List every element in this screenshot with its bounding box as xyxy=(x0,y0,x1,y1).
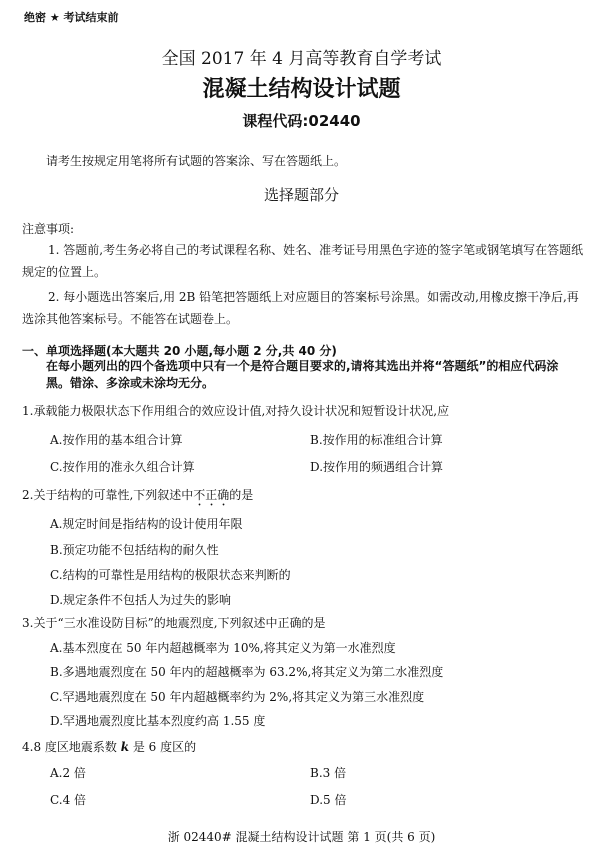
subject-title: 混凝土结构设计试题 xyxy=(202,77,401,102)
question-1-option-a: A.按作用的基本组合计算 xyxy=(50,433,183,447)
question-4-stem-post: 是 6 度区的 xyxy=(129,740,197,754)
question-4-stem xyxy=(22,738,196,755)
question-2-stem xyxy=(22,486,253,509)
notes-heading: 注意事项: xyxy=(22,222,75,236)
page-footer: 浙 02440# 混凝土结构设计试题 第 1 页(共 6 页) xyxy=(167,830,436,844)
question-4-variable: k xyxy=(120,740,130,754)
question-4-stem-pre: 4.8 度区地震系数 xyxy=(22,740,121,754)
question-3-option-d: D.罕遇地震烈度比基本烈度约高 1.55 度 xyxy=(50,714,266,728)
secret-label: 绝密 ★ 考试结束前 xyxy=(24,11,119,24)
answer-instruction: 请考生按规定用笔将所有试题的答案涂、写在答题纸上。 xyxy=(46,154,347,168)
question-3-option-c: C.罕遇地震烈度在 50 年内超越概率约为 2%,将其定义为第三水准烈度 xyxy=(50,690,425,704)
question-2-option-c: C.结构的可靠性是用结构的极限状态来判断的 xyxy=(50,568,291,582)
question-2-stem-pre: 2.关于结构的可靠性,下列叙述中 xyxy=(22,488,194,502)
exam-title: 全国 2017 年 4 月高等教育自学考试 xyxy=(161,49,442,69)
question-3-option-a: A.基本烈度在 50 年内超越概率为 10%,将其定义为第一水准烈度 xyxy=(50,641,396,655)
question-2-emphasis: 不正确 xyxy=(193,488,230,502)
question-2-option-b: B.预定功能不包括结构的耐久性 xyxy=(50,543,219,557)
part-heading: 一、单项选择题(本大题共 20 小题,每小题 2 分,共 40 分) xyxy=(22,344,337,358)
section-title: 选择题部分 xyxy=(263,186,339,204)
question-2-option-a: A.规定时间是指结构的设计使用年限 xyxy=(50,517,243,531)
question-1-option-b: B.按作用的标准组合计算 xyxy=(310,433,443,447)
question-4-option-c: C.4 倍 xyxy=(50,793,87,807)
question-4-option-d: D.5 倍 xyxy=(310,793,347,807)
course-code: 课程代码:02440 xyxy=(242,112,361,130)
question-4-option-b: B.3 倍 xyxy=(310,766,347,780)
question-2-stem-post: 的是 xyxy=(229,488,254,502)
question-2-option-d: D.规定条件不包括人为过失的影响 xyxy=(50,593,232,607)
question-3-stem: 3.关于“三水准设防目标”的地震烈度,下列叙述中正确的是 xyxy=(22,616,326,630)
note-item-1: 1. 答题前,考生务必将自己的考试课程名称、姓名、准考证号用黑色字迹的签字笔或钢笔填写在答题纸规定的位置上。 xyxy=(22,243,584,279)
note-item-2: 2. 每小题选出答案后,用 2B 铅笔把答题纸上对应题目的答案标号涂黑。如需改动,用橡皮擦干净后,再选涂其他答案标号。不能答在试题卷上。 xyxy=(22,290,579,326)
question-1-option-d: D.按作用的频遇组合计算 xyxy=(310,460,444,474)
question-3-option-b: B.多遇地震烈度在 50 年内的超越概率为 63.2%,将其定义为第二水准烈度 xyxy=(50,665,444,679)
question-4-option-a: A.2 倍 xyxy=(50,766,86,780)
part-description: 在每小题列出的四个备选项中只有一个是符合题目要求的,请将其选出并将“答题纸”的相应代码涂黑。错涂、多涂或未涂均无分。 xyxy=(46,359,559,390)
question-1-option-c: C.按作用的准永久组合计算 xyxy=(50,460,195,474)
question-1-stem: 1.承载能力极限状态下作用组合的效应设计值,对持久设计状况和短暂设计状况,应 xyxy=(22,404,450,418)
